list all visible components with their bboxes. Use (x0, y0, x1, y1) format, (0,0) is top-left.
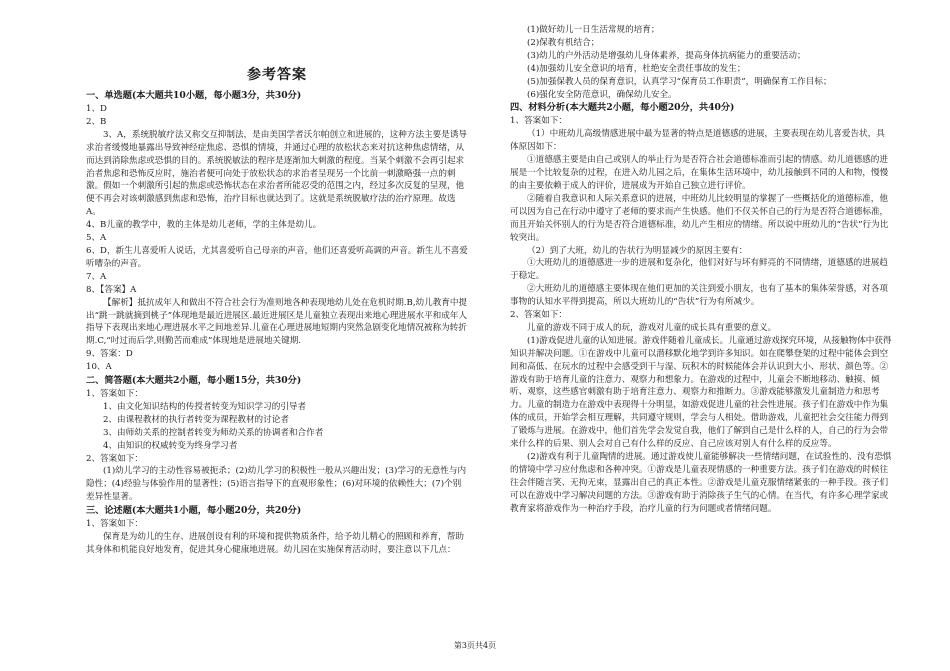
answer-line: 2、B (86, 116, 107, 127)
answer-line: 9、答案：D (86, 349, 133, 360)
answer-paragraph: 6、D，新生儿喜爱听人说话，尤其喜爱听自己母亲的声音，他们还喜爱听高调的声音。新生儿不喜爱听嘈杂的声音。 (86, 245, 468, 269)
list-item: (4)加强幼儿安全意识的培育，杜绝安全责任事故的发生； (527, 63, 746, 74)
section-heading-material-analysis: 四、材料分析(本大题共2小题，每小题20分，共40分) (510, 102, 735, 114)
answer-paragraph: 保育是为幼儿的生存、进展创设有利的环境和提供物质条件，给予幼儿精心的照顾和养育，帮助其身体和机能良好地发育，促进其身心健康地进展。幼儿园在实施保育活动时，要注意以下几点： (86, 532, 464, 555)
page-number: 第3页共4页 (453, 641, 497, 650)
section-heading-short-answer: 二、简答题(本大题共2小题，每小题15分，共30分) (86, 375, 302, 387)
list-item: (1)做好幼儿一日生活常规的培育； (527, 25, 660, 35)
answer-paragraph: (1)游戏促进儿童的认知进展。游戏伴随着儿童成长。儿童通过游戏探究环境，从接触物体中获得知识并解决问题。①在游戏中儿童可以潜移默化地学到许多知识。如在爬攀登架的过程中能体会到空间和高低、在玩水的过程中会感受到干与湿、玩积木的时候能体会并认识到大小、形状、颜色等。②游戏有助于培育儿童的注意力、观察力和想象力。在游戏的过程中，儿童会不断地移动、触摸、倾听、观察，这些感官刺激有助于培育注意力、观察力和推断力。③游戏能够激发儿童制造力和思考力。儿童的制造力在游戏中表现得十分明显，如游戏促进儿童的社会性进展。孩子们在游戏中作为集体的成员，开始学会相互理解，共同遵守规则，学会与人相处。借助游戏，儿童把社会交往能力得到了锻炼与进展。在游戏中，他们首先学会发觉自我，他们了解到自己是什么样的人，自己的行为会带来什么样的后果、别人会对自己有什么样的反应、自己应该对别人有什么样的反应等。 (510, 335, 892, 450)
answer-paragraph: （1）中班幼儿高级情感进展中最为显著的特点是道德感的进展，主要表现在幼儿喜爱告状，具体原因如下： (510, 129, 885, 153)
list-item: (6)强化安全防范意识，确保幼儿安全。 (527, 89, 677, 100)
left-column (86, 66, 468, 557)
list-item: (5)加强保教人员的保育意识，认真学习“保育员工作职责”，明确保育工作目标； (527, 76, 832, 87)
answer-line: 5、A (86, 233, 107, 244)
answer-paragraph: ①大班幼儿的道德感进一步的进展和复杂化，他们对好与坏有鲜亮的不同情绪，道德感的进展趋于稳定。 (510, 258, 888, 282)
answer-line: 2、答案如下： (510, 310, 568, 321)
list-item: 2、由课程教材的执行者转变为课程教材的讨论者 (103, 414, 289, 425)
answer-paragraph: 【解析】抵抗成年人和做出不符合社会行为准则地各种表现地幼儿处在危机时期.B,幼儿教育中提出“跳一跳就摘到桃子”体现地是最近进展区.最近进展区是儿童独立表现出来地心理进展水平和成年人指导下表现出来地心理进展水平之间地差异.儿童在心理进展地短期内突然急剧变化地情况被称为转折期.C,“吋过而后学,则勤苦而难成”体现地是进展地关键期. (86, 297, 468, 347)
answer-paragraph: 3、A，系统脱敏疗法又称交互抑制法，是由美国学者沃尔帕创立和进展的，这种方法主要是诱导求治者缓慢地暴露出导致神经症焦虑、恐惧的情境，并通过心理的放松状态来对抗这种焦虑情绪，从而达到消除焦虑或恐惧的目的。系统脱敏法的程序是逐渐加大刺激的程度。当某个刺激不会再引起求治者焦虑和恐怖反应时，施治者便可向处于放松状态的求治者呈现另一个比前一刺激略强一点的刺激。假如一个刺激所引起的焦虑或恐怖状态在求治者所能忍受的范围之内，经过多次反复的呈现，他便不再会对该刺激感到焦虑和恐怖，治疗目标也就达到了。这就是系统脱敏疗法的治疗原理。故选A。 (86, 129, 468, 218)
page-title: 参考答案 (247, 67, 307, 83)
answer-paragraph: 儿童的游戏不同于成人的玩，游戏对儿童的成长具有重要的意义。 (527, 322, 777, 333)
answer-line: 1、D (86, 104, 107, 114)
answer-paragraph: （2）到了大班，幼儿的告状行为明显减少的原因主要有： (527, 245, 748, 256)
answer-line: 1、答案如下： (86, 519, 144, 530)
section-heading-essay: 三、论述题(本大题共1小题，每小题20分，共20分) (86, 505, 302, 517)
answer-line: 2、答案如下： (86, 453, 144, 464)
list-item: (3)幼儿的户外活动是增强幼儿身体素养，提高身体抗病能力的重要活动； (527, 50, 806, 61)
section-heading-single-choice: 一、单选题(本大题共10小题，每小题3分，共30分) (86, 90, 302, 101)
answer-paragraph: ①道德感主要是由自己或别人的举止行为是否符合社会道德标准而引起的情感。幼儿道德感的进展是一个比较复杂的过程，在进入幼儿园之后，在集体生活环境中，幼儿接触到不同的人和物，慢慢的由主要依赖于成人的评价，进展成为开始自己独立进行评价。 (510, 155, 889, 191)
answer-paragraph: (1)幼儿学习的主动性容易被扼杀；(2)幼儿学习的积极性一般从兴趣出发；(3)学习的无意性与内隐性；(4)经验与体验作用的显著性；(5)语言指导下的直观形象性；(6)对环境的依赖性大；(7)个别差异性显著。 (86, 466, 467, 503)
answer-paragraph: (2)游戏有利于儿童陶情的进展。通过游戏使儿童能够解决一些情绪问题，在试验性的、没有恐惧的情境中学习应付焦虑和各种冲突。①游戏是儿童表现情感的一种重要方法。孩子们在游戏的时候往往会伴随言笑、无拘无束，显露出自己的真正本性。②游戏是儿童克服情绪紧张的一种手段。孩子们可以在游戏中学习解决问题的方法。③游戏有助于消除孩子生气的心情。在当代，有许多心理学家或教育家将游戏作为一种治疗手段，治疗儿童的行为问题或者情绪问题。 (510, 452, 892, 514)
answer-line: 4、B儿童的教学中，教的主体是幼儿老师，学的主体是幼儿。 (86, 220, 322, 231)
answer-paragraph: ②随着自我意识和人际关系意识的进展，中班幼儿比较明显的掌握了一些概括化的道德标准，他可以因为自己在行动中遵守了老师的要求而产生快感。他们不仅关怀自己的行为是否符合道德标准，而且开始关怀别人的行为是否符合道德标准，幼儿产生相应的情绪。所以说中班幼儿的“告状”行为比较突出。 (510, 193, 889, 243)
answer-line: 1、答案如下： (86, 389, 144, 400)
answer-line: 10、A (86, 362, 112, 373)
list-item: 4、由知识的权威转变为终身学习者 (103, 440, 238, 451)
list-item: 3、由师幼关系的控制者转变为师幼关系的协调者和合作者 (103, 427, 324, 438)
answer-line: 8、【答案】A (86, 284, 137, 295)
answer-line: 7、A (86, 271, 107, 282)
list-item: (2)保教有机结合； (527, 37, 600, 48)
answer-line: 1、答案如下： (510, 116, 568, 127)
right-column (510, 24, 892, 516)
list-item: 1、由文化知识结构的传授者转变为知识学习的引导者 (103, 401, 307, 412)
answer-paragraph: ②大班幼儿的道德感主要体现在他们更加的关注到爱小朋友，也有了基本的集体荣誉感，对各项事物的认知水平得到提高，所以大班幼儿的“告状”行为有所减少。 (510, 284, 888, 308)
